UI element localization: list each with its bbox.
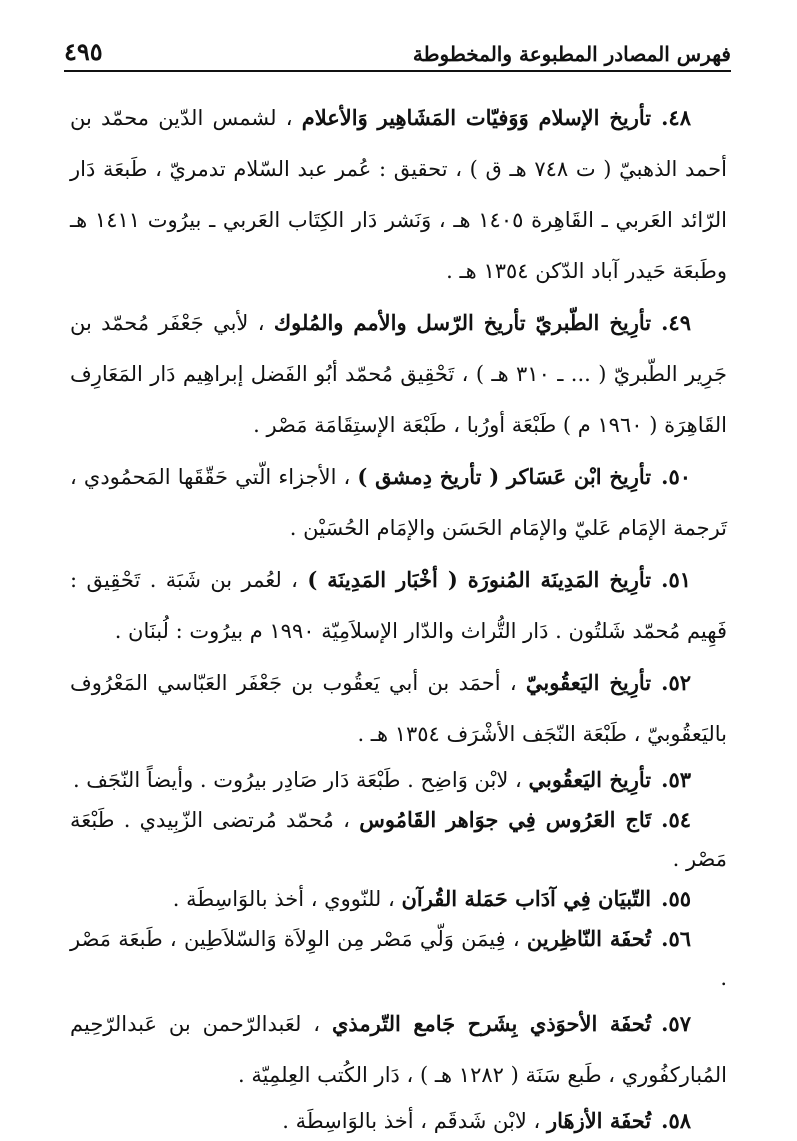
- entry-details: ، لابْن شَدقَم ، أخذ بالوَاسِطَة .: [282, 1109, 541, 1133]
- entry-title: التّبيَان فِي آدَاب حَمَلة القُرآن: [401, 886, 652, 911]
- entry-title: تُحفَة النّاظِرين: [526, 926, 652, 951]
- bibliography-entry: [70, 297, 727, 451]
- bibliography-entry: [70, 879, 727, 919]
- bibliography-entry: [70, 554, 727, 657]
- bibliography-entry: [70, 760, 727, 800]
- entry-number: ٤٩.: [661, 310, 691, 335]
- entry-details: ، لشمس الدّين محمّد بن أحمد الذهبيّ ( ت ٧٤٨ هـ ق ) ، تحقيق : عُمر عبد السّلام تدمريّ ، طَبعَة دَار الرّائد العَربي ـ القَاهِرة ١٤٠٥ هـ ، وَنَشر دَار الكِتَاب العَربي ـ بيرُوت ١٤١١ هـ وطَبعَة حَيدر آباد الدّكن ١٣٥٤ هـ .: [70, 106, 728, 283]
- entry-title: تأرِيخ الطّبريّ تأريخ الرّسل والأمم والمُلوك: [273, 310, 652, 335]
- running-title: فهرس المصادر المطبوعة والمخطوطة: [412, 42, 731, 66]
- entry-title: تأرِيخ اليَعقُوبي: [528, 767, 652, 792]
- entry-title: تأرِيخ ابْن عَسَاكر ( تأريخ دِمشق ): [357, 464, 652, 489]
- entry-number: ٤٨.: [661, 105, 691, 130]
- bibliography-entry: [70, 919, 727, 998]
- entry-title: تأرِيخ اليَعقُوبيّ: [525, 670, 652, 695]
- bibliography-entry: [70, 451, 727, 554]
- entry-details: ، لعَبدالرّحمن بن عَبدالرّحِيم المُباركفُوري ، طَبع سَنَة ( ١٢٨٢ هـ ) ، دَار الكُتب العِلمِيّة .: [70, 1012, 727, 1087]
- entry-number: ٥٣.: [661, 767, 691, 792]
- entry-number: ٥٥.: [661, 886, 691, 911]
- entry-title: تُحفَة الأزهَار: [546, 1108, 652, 1133]
- bibliography-list: [70, 92, 727, 1141]
- entry-title: تَاج العَرُوس فِي جوَاهر القَامُوس: [359, 807, 652, 832]
- entry-title: تأرِيخ المَدِينَة المُنورَة ( أخْبَار المَدِينَة ): [307, 567, 652, 592]
- entry-number: ٥٧.: [661, 1011, 691, 1036]
- entry-details: ، فِيمَن وَلّي مَصْر مِن الوِلاَة وَالسّلاَطِين ، طَبعَة مَصْر .: [70, 927, 727, 990]
- entry-details: ، مُحمّد مُرتضى الزّبِيدي . طَبْعَة مَصْر .: [70, 808, 727, 871]
- bibliography-entry: [70, 1101, 727, 1141]
- bibliography-entry: [70, 998, 727, 1101]
- entry-number: ٥٠.: [661, 464, 691, 489]
- entry-number: ٥٨.: [661, 1108, 691, 1133]
- entry-number: ٥١.: [661, 567, 691, 592]
- entry-number: ٥٦.: [661, 926, 691, 951]
- entry-details: ، للنّووي ، أخذ بالوَاسِطَة .: [172, 887, 395, 911]
- entry-details: ، لأبي جَعْفَر مُحمّد بن جَرِير الطّبريّ ( ... ـ ٣١٠ هـ ) ، تَحْقِيق مُحمّد أبُو الفَضل إبراهِيم دَار المَعَارِف القَاهِرَة ( ١٩٦٠ م ) طَبْعَة أورُبا ، طَبْعَة الإستِقَامَة مَصْر .: [70, 311, 727, 437]
- entry-number: ٥٢.: [661, 670, 691, 695]
- bibliography-entry: [70, 92, 727, 297]
- entry-title: تُحفَة الأحوَذي بِشَرح جَامع التّرمذي: [331, 1011, 652, 1036]
- bibliography-entry: [70, 800, 727, 879]
- bibliography-entry: [70, 657, 727, 760]
- page-number: ٤٩٥: [64, 37, 103, 66]
- entry-title: تأريخ الإسلام وَوَفيّات المَشَاهِير وَالأعلام: [301, 105, 652, 130]
- entry-details: ، لعُمر بن شَبَة . تَحْقِيق : فَهِيم مُحمّد شَلتُون . دَار التُّراث والدّار الإسلاَمِيّة ١٩٩٠ م بيرُوت : لُبنَان .: [70, 568, 727, 643]
- entry-details: ، الأجزاء الّتي حَقّقَها المَحمُودي ، تَرجمة الإمَام عَليّ والإمَام الحَسَن والإمَام الحُسَيْن .: [70, 465, 727, 540]
- entry-number: ٥٤.: [661, 807, 692, 832]
- page-header: [64, 30, 731, 72]
- entry-details: ، لابْن وَاضِح . طَبْعَة دَار صَادِر بيرُوت . وأيضاً النّجَف .: [72, 768, 522, 792]
- entry-details: ، أحمَد بن أبي يَعقُوب بن جَعْفَر العَبّاسي المَعْرُوف باليَعقُوبيّ ، طَبْعَة النّجَف الأشْرَف ١٣٥٤ هـ .: [70, 671, 727, 746]
